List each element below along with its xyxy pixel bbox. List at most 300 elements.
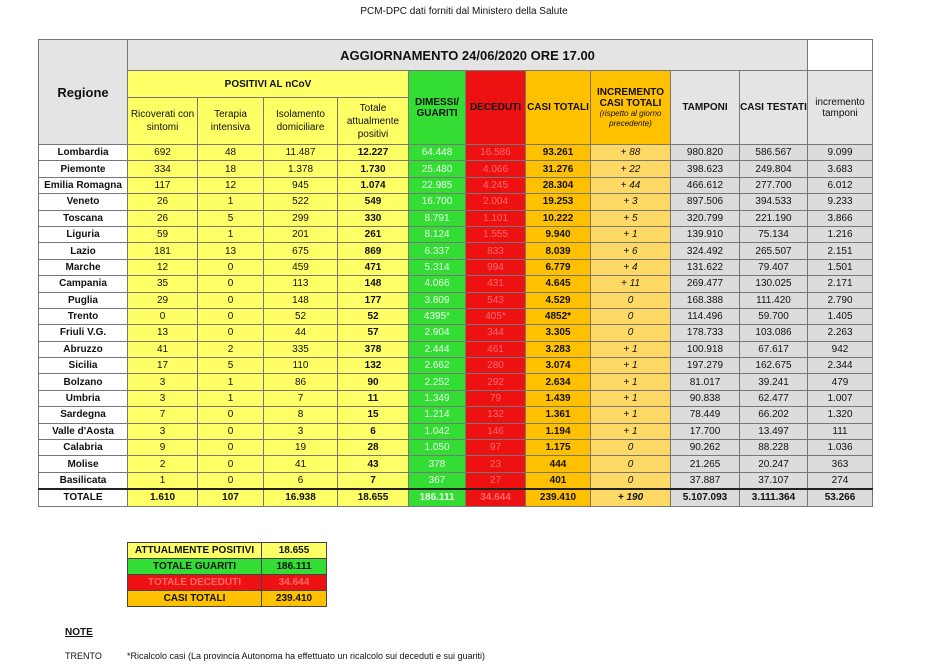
cell-tot: 261 bbox=[338, 226, 409, 242]
table-row bbox=[39, 423, 873, 439]
cell-inc: 0 bbox=[591, 472, 671, 489]
cell-dec: 1.555 bbox=[466, 226, 526, 242]
cell-ter: 5 bbox=[198, 210, 264, 226]
cell-tot: 28 bbox=[338, 440, 409, 456]
cell-ter: 0 bbox=[198, 308, 264, 324]
cell-ter: 0 bbox=[198, 472, 264, 489]
cell-iso: 19 bbox=[264, 440, 338, 456]
cell-itam: 274 bbox=[808, 472, 873, 489]
cell-dec: 4.066 bbox=[466, 161, 526, 177]
cell-regione: Puglia bbox=[39, 292, 128, 308]
cell-inc: 0 bbox=[591, 456, 671, 472]
cell-ter: 1 bbox=[198, 194, 264, 210]
cell-ter: 0 bbox=[198, 456, 264, 472]
header-totale-positivi: Totale attualmente positivi bbox=[338, 98, 409, 145]
cell-itam: 53.266 bbox=[808, 489, 873, 506]
cell-dim: 1.214 bbox=[409, 407, 466, 423]
cell-tot: 7 bbox=[338, 472, 409, 489]
cell-iso: 41 bbox=[264, 456, 338, 472]
cell-regione: Bolzano bbox=[39, 374, 128, 390]
header-deceduti: DECEDUTI bbox=[466, 71, 526, 145]
cell-iso: 113 bbox=[264, 276, 338, 292]
header-incremento bbox=[591, 71, 671, 145]
header-tamponi: TAMPONI bbox=[671, 71, 740, 145]
cell-ter: 2 bbox=[198, 341, 264, 357]
cell-casi: 6.779 bbox=[526, 259, 591, 275]
cell-dim: 3.809 bbox=[409, 292, 466, 308]
summary-row bbox=[128, 575, 327, 591]
cell-tam: 398.623 bbox=[671, 161, 740, 177]
cell-inc: + 4 bbox=[591, 259, 671, 275]
cell-inc: 0 bbox=[591, 292, 671, 308]
cell-dec: 23 bbox=[466, 456, 526, 472]
cell-casi: 239.410 bbox=[526, 489, 591, 506]
cell-test: 265.507 bbox=[740, 243, 808, 259]
cell-itam: 2.263 bbox=[808, 325, 873, 341]
cell-dec: 97 bbox=[466, 440, 526, 456]
cell-ter: 0 bbox=[198, 423, 264, 439]
cell-tot: 6 bbox=[338, 423, 409, 439]
cell-iso: 459 bbox=[264, 259, 338, 275]
cell-dec: 1.101 bbox=[466, 210, 526, 226]
cell-tot: 132 bbox=[338, 358, 409, 374]
cell-casi: 10.222 bbox=[526, 210, 591, 226]
cell-casi: 4.529 bbox=[526, 292, 591, 308]
cell-regione: Lazio bbox=[39, 243, 128, 259]
cell-tot: 549 bbox=[338, 194, 409, 210]
cell-iso: 16.938 bbox=[264, 489, 338, 506]
cell-inc: + 1 bbox=[591, 390, 671, 406]
cell-dim: 367 bbox=[409, 472, 466, 489]
table-row bbox=[39, 440, 873, 456]
cell-tot: 378 bbox=[338, 341, 409, 357]
table-row bbox=[39, 210, 873, 226]
cell-itam: 1.320 bbox=[808, 407, 873, 423]
cell-ric: 334 bbox=[128, 161, 198, 177]
cell-iso: 299 bbox=[264, 210, 338, 226]
table-row bbox=[39, 472, 873, 489]
cell-inc: + 6 bbox=[591, 243, 671, 259]
cell-ter: 0 bbox=[198, 259, 264, 275]
cell-itam: 111 bbox=[808, 423, 873, 439]
cell-casi: 1.175 bbox=[526, 440, 591, 456]
cell-test: 13.497 bbox=[740, 423, 808, 439]
header-ricoverati: Ricoverati con sintomi bbox=[128, 98, 198, 145]
cell-test: 88.228 bbox=[740, 440, 808, 456]
cell-ter: 48 bbox=[198, 145, 264, 161]
header-incremento-note: (rispetto al giorno precedente) bbox=[599, 108, 662, 128]
cell-casi: 3.305 bbox=[526, 325, 591, 341]
cell-inc: 0 bbox=[591, 440, 671, 456]
cell-dec: 132 bbox=[466, 407, 526, 423]
cell-casi: 401 bbox=[526, 472, 591, 489]
cell-tot: 177 bbox=[338, 292, 409, 308]
cell-regione: Sicilia bbox=[39, 358, 128, 374]
cell-casi: 3.283 bbox=[526, 341, 591, 357]
cell-regione: Calabria bbox=[39, 440, 128, 456]
cell-dim: 378 bbox=[409, 456, 466, 472]
cell-tam: 78.449 bbox=[671, 407, 740, 423]
cell-regione: Emilia Romagna bbox=[39, 177, 128, 193]
table-row bbox=[39, 292, 873, 308]
cell-ter: 0 bbox=[198, 325, 264, 341]
summary-value: 186.111 bbox=[262, 559, 327, 575]
cell-itam: 9.233 bbox=[808, 194, 873, 210]
cell-tot: 43 bbox=[338, 456, 409, 472]
cell-ter: 0 bbox=[198, 276, 264, 292]
cell-test: 20.247 bbox=[740, 456, 808, 472]
cell-test: 39.241 bbox=[740, 374, 808, 390]
cell-tam: 197.279 bbox=[671, 358, 740, 374]
cell-ter: 5 bbox=[198, 358, 264, 374]
table-row bbox=[39, 358, 873, 374]
cell-tot: 869 bbox=[338, 243, 409, 259]
cell-tam: 178.733 bbox=[671, 325, 740, 341]
header-positivi: POSITIVI AL nCoV bbox=[128, 71, 409, 98]
cell-dim: 1.050 bbox=[409, 440, 466, 456]
cell-casi: 444 bbox=[526, 456, 591, 472]
cell-casi: 9.940 bbox=[526, 226, 591, 242]
cell-dim: 186.111 bbox=[409, 489, 466, 506]
cell-dec: 280 bbox=[466, 358, 526, 374]
summary-label: TOTALE GUARITI bbox=[128, 559, 262, 575]
cell-inc: + 22 bbox=[591, 161, 671, 177]
cell-dec: 27 bbox=[466, 472, 526, 489]
cell-tam: 90.838 bbox=[671, 390, 740, 406]
cell-regione: Umbria bbox=[39, 390, 128, 406]
cell-test: 66.202 bbox=[740, 407, 808, 423]
cell-regione: Valle d'Aosta bbox=[39, 423, 128, 439]
cell-dec: 16.586 bbox=[466, 145, 526, 161]
summary-row bbox=[128, 559, 327, 575]
cell-test: 586.567 bbox=[740, 145, 808, 161]
cell-inc: + 11 bbox=[591, 276, 671, 292]
cell-dim: 8.124 bbox=[409, 226, 466, 242]
notes-title: NOTE bbox=[65, 627, 93, 638]
cell-inc: 0 bbox=[591, 325, 671, 341]
cell-test: 103.086 bbox=[740, 325, 808, 341]
cell-inc: + 44 bbox=[591, 177, 671, 193]
cell-ric: 3 bbox=[128, 374, 198, 390]
table-row bbox=[39, 243, 873, 259]
cell-regione: TOTALE bbox=[39, 489, 128, 506]
notes-trento-text: *Ricalcolo casi (La provincia Autonoma ha effettuato un ricalcolo sui deceduti e sui guariti) bbox=[127, 651, 486, 661]
cell-tot: 148 bbox=[338, 276, 409, 292]
cell-casi: 2.634 bbox=[526, 374, 591, 390]
cell-regione: Abruzzo bbox=[39, 341, 128, 357]
cell-test: 75.134 bbox=[740, 226, 808, 242]
cell-tam: 320.799 bbox=[671, 210, 740, 226]
cell-ter: 0 bbox=[198, 440, 264, 456]
cell-itam: 1.007 bbox=[808, 390, 873, 406]
cell-iso: 44 bbox=[264, 325, 338, 341]
cell-ter: 1 bbox=[198, 390, 264, 406]
cell-dim: 2.252 bbox=[409, 374, 466, 390]
cell-inc: + 5 bbox=[591, 210, 671, 226]
cell-iso: 6 bbox=[264, 472, 338, 489]
cell-ric: 26 bbox=[128, 210, 198, 226]
cell-tot: 15 bbox=[338, 407, 409, 423]
cell-ter: 0 bbox=[198, 292, 264, 308]
cell-iso: 522 bbox=[264, 194, 338, 210]
table-row bbox=[39, 341, 873, 357]
cell-iso: 8 bbox=[264, 407, 338, 423]
header-incr-tamponi: incremento tamponi bbox=[808, 71, 873, 145]
cell-itam: 3.683 bbox=[808, 161, 873, 177]
cell-casi: 1.361 bbox=[526, 407, 591, 423]
table-row bbox=[39, 145, 873, 161]
cell-iso: 52 bbox=[264, 308, 338, 324]
cell-tam: 114.496 bbox=[671, 308, 740, 324]
cell-regione: Veneto bbox=[39, 194, 128, 210]
cell-ric: 35 bbox=[128, 276, 198, 292]
cell-dim: 6.337 bbox=[409, 243, 466, 259]
cell-tam: 81.017 bbox=[671, 374, 740, 390]
cell-dec: 405* bbox=[466, 308, 526, 324]
cell-tam: 269.477 bbox=[671, 276, 740, 292]
table-row bbox=[39, 177, 873, 193]
cell-ric: 12 bbox=[128, 259, 198, 275]
table-row bbox=[39, 226, 873, 242]
cell-itam: 2.171 bbox=[808, 276, 873, 292]
summary-value: 34.644 bbox=[262, 575, 327, 591]
cell-test: 67.617 bbox=[740, 341, 808, 357]
cell-dim: 2.904 bbox=[409, 325, 466, 341]
cell-itam: 2.151 bbox=[808, 243, 873, 259]
cell-ter: 12 bbox=[198, 177, 264, 193]
cell-dim: 8.791 bbox=[409, 210, 466, 226]
cell-dec: 543 bbox=[466, 292, 526, 308]
cell-dim: 2.662 bbox=[409, 358, 466, 374]
cell-regione: Marche bbox=[39, 259, 128, 275]
cell-inc: + 1 bbox=[591, 226, 671, 242]
cell-itam: 9.099 bbox=[808, 145, 873, 161]
header-update: AGGIORNAMENTO 24/06/2020 ORE 17.00 bbox=[128, 40, 808, 71]
cell-dec: 292 bbox=[466, 374, 526, 390]
cell-iso: 3 bbox=[264, 423, 338, 439]
cell-tot: 330 bbox=[338, 210, 409, 226]
cell-ric: 0 bbox=[128, 308, 198, 324]
table-row bbox=[39, 194, 873, 210]
cell-iso: 110 bbox=[264, 358, 338, 374]
cell-tot: 90 bbox=[338, 374, 409, 390]
cell-dim: 25.480 bbox=[409, 161, 466, 177]
cell-iso: 201 bbox=[264, 226, 338, 242]
table-row bbox=[39, 161, 873, 177]
cell-dec: 2.004 bbox=[466, 194, 526, 210]
cell-regione: Toscana bbox=[39, 210, 128, 226]
cell-regione: Friuli V.G. bbox=[39, 325, 128, 341]
cell-itam: 1.216 bbox=[808, 226, 873, 242]
cell-iso: 86 bbox=[264, 374, 338, 390]
cell-regione: Molise bbox=[39, 456, 128, 472]
cell-itam: 479 bbox=[808, 374, 873, 390]
table-row bbox=[39, 407, 873, 423]
table-row bbox=[39, 390, 873, 406]
cell-test: 277.700 bbox=[740, 177, 808, 193]
cell-inc: + 1 bbox=[591, 358, 671, 374]
cell-regione: Lombardia bbox=[39, 145, 128, 161]
cell-casi: 19.253 bbox=[526, 194, 591, 210]
cell-regione: Campania bbox=[39, 276, 128, 292]
cell-iso: 148 bbox=[264, 292, 338, 308]
cell-ric: 3 bbox=[128, 390, 198, 406]
cell-test: 249.804 bbox=[740, 161, 808, 177]
cell-iso: 945 bbox=[264, 177, 338, 193]
cell-dec: 833 bbox=[466, 243, 526, 259]
cell-itam: 363 bbox=[808, 456, 873, 472]
cell-itam: 2.344 bbox=[808, 358, 873, 374]
cell-dim: 22.985 bbox=[409, 177, 466, 193]
cell-casi: 93.261 bbox=[526, 145, 591, 161]
cell-test: 59.700 bbox=[740, 308, 808, 324]
cell-test: 111.420 bbox=[740, 292, 808, 308]
cell-ter: 18 bbox=[198, 161, 264, 177]
cell-casi: 8.039 bbox=[526, 243, 591, 259]
cell-inc: + 190 bbox=[591, 489, 671, 506]
cell-tam: 466.612 bbox=[671, 177, 740, 193]
cell-test: 162.675 bbox=[740, 358, 808, 374]
cell-regione: Trento bbox=[39, 308, 128, 324]
cell-ter: 0 bbox=[198, 407, 264, 423]
cell-casi: 4.645 bbox=[526, 276, 591, 292]
cell-test: 62.477 bbox=[740, 390, 808, 406]
cell-tam: 168.388 bbox=[671, 292, 740, 308]
cell-inc: + 1 bbox=[591, 374, 671, 390]
cell-ric: 1.610 bbox=[128, 489, 198, 506]
table-body bbox=[39, 145, 873, 507]
header-incremento-label: INCREMENTO CASI TOTALI bbox=[596, 86, 665, 109]
cell-test: 130.025 bbox=[740, 276, 808, 292]
table-row bbox=[39, 276, 873, 292]
cell-dim: 2.444 bbox=[409, 341, 466, 357]
cell-dim: 5.314 bbox=[409, 259, 466, 275]
cell-ric: 1 bbox=[128, 472, 198, 489]
cell-regione: Sardegna bbox=[39, 407, 128, 423]
cell-inc: + 1 bbox=[591, 423, 671, 439]
table-row bbox=[39, 259, 873, 275]
table-row bbox=[39, 374, 873, 390]
cell-dim: 16.700 bbox=[409, 194, 466, 210]
cell-ric: 181 bbox=[128, 243, 198, 259]
cell-ter: 107 bbox=[198, 489, 264, 506]
cell-tam: 37.887 bbox=[671, 472, 740, 489]
cell-tot: 471 bbox=[338, 259, 409, 275]
cell-tot: 11 bbox=[338, 390, 409, 406]
summary-row bbox=[128, 543, 327, 559]
regional-data-table bbox=[38, 39, 873, 507]
header-casi-testati: CASI TESTATI bbox=[740, 71, 808, 145]
table-row bbox=[39, 308, 873, 324]
cell-tam: 897.506 bbox=[671, 194, 740, 210]
cell-ter: 13 bbox=[198, 243, 264, 259]
summary-value: 239.410 bbox=[262, 591, 327, 607]
cell-casi: 4852* bbox=[526, 308, 591, 324]
cell-dec: 146 bbox=[466, 423, 526, 439]
summary-label: TOTALE DECEDUTI bbox=[128, 575, 262, 591]
cell-itam: 942 bbox=[808, 341, 873, 357]
cell-inc: + 88 bbox=[591, 145, 671, 161]
summary-value: 18.655 bbox=[262, 543, 327, 559]
cell-dim: 4395* bbox=[409, 308, 466, 324]
cell-regione: Liguria bbox=[39, 226, 128, 242]
cell-tot: 12.227 bbox=[338, 145, 409, 161]
cell-dec: 344 bbox=[466, 325, 526, 341]
cell-dec: 4.245 bbox=[466, 177, 526, 193]
cell-iso: 1.378 bbox=[264, 161, 338, 177]
summary-row bbox=[128, 591, 327, 607]
cell-test: 37.107 bbox=[740, 472, 808, 489]
cell-dim: 1.349 bbox=[409, 390, 466, 406]
cell-ric: 13 bbox=[128, 325, 198, 341]
cell-itam: 2.790 bbox=[808, 292, 873, 308]
source-caption: PCM-DPC dati forniti dal Ministero della Salute bbox=[360, 6, 568, 17]
cell-dec: 34.644 bbox=[466, 489, 526, 506]
cell-ric: 9 bbox=[128, 440, 198, 456]
cell-tam: 139.910 bbox=[671, 226, 740, 242]
table-row bbox=[39, 325, 873, 341]
cell-test: 79.407 bbox=[740, 259, 808, 275]
cell-tam: 21.265 bbox=[671, 456, 740, 472]
header-blank bbox=[808, 40, 873, 71]
cell-tam: 90.262 bbox=[671, 440, 740, 456]
cell-tam: 100.918 bbox=[671, 341, 740, 357]
cell-tot: 1.730 bbox=[338, 161, 409, 177]
cell-ric: 2 bbox=[128, 456, 198, 472]
cell-itam: 1.036 bbox=[808, 440, 873, 456]
cell-inc: + 1 bbox=[591, 407, 671, 423]
cell-dim: 1.042 bbox=[409, 423, 466, 439]
header-dimessi: DIMESSI/ GUARITI bbox=[409, 71, 466, 145]
cell-itam: 3.866 bbox=[808, 210, 873, 226]
notes-trento-label: TRENTO bbox=[65, 651, 102, 661]
cell-ric: 692 bbox=[128, 145, 198, 161]
cell-ric: 17 bbox=[128, 358, 198, 374]
cell-ric: 41 bbox=[128, 341, 198, 357]
cell-tot: 52 bbox=[338, 308, 409, 324]
cell-inc: + 1 bbox=[591, 341, 671, 357]
cell-tam: 5.107.093 bbox=[671, 489, 740, 506]
cell-itam: 1.405 bbox=[808, 308, 873, 324]
cell-regione: Basilicata bbox=[39, 472, 128, 489]
cell-tam: 980.820 bbox=[671, 145, 740, 161]
cell-test: 221.190 bbox=[740, 210, 808, 226]
cell-ric: 3 bbox=[128, 423, 198, 439]
table-row bbox=[39, 456, 873, 472]
cell-casi: 28.304 bbox=[526, 177, 591, 193]
cell-inc: 0 bbox=[591, 308, 671, 324]
cell-tot: 18.655 bbox=[338, 489, 409, 506]
cell-casi: 31.276 bbox=[526, 161, 591, 177]
total-row bbox=[39, 489, 873, 506]
cell-iso: 675 bbox=[264, 243, 338, 259]
summary-label: ATTUALMENTE POSITIVI bbox=[128, 543, 262, 559]
cell-dec: 431 bbox=[466, 276, 526, 292]
cell-dim: 4.066 bbox=[409, 276, 466, 292]
cell-iso: 7 bbox=[264, 390, 338, 406]
cell-dec: 79 bbox=[466, 390, 526, 406]
cell-casi: 1.194 bbox=[526, 423, 591, 439]
cell-dec: 461 bbox=[466, 341, 526, 357]
cell-tam: 131.622 bbox=[671, 259, 740, 275]
summary-table bbox=[127, 542, 327, 607]
cell-casi: 3.074 bbox=[526, 358, 591, 374]
cell-casi: 1.439 bbox=[526, 390, 591, 406]
cell-ter: 1 bbox=[198, 226, 264, 242]
cell-ric: 7 bbox=[128, 407, 198, 423]
header-regione: Regione bbox=[39, 40, 128, 145]
header-casi-totali: CASI TOTALI bbox=[526, 71, 591, 145]
